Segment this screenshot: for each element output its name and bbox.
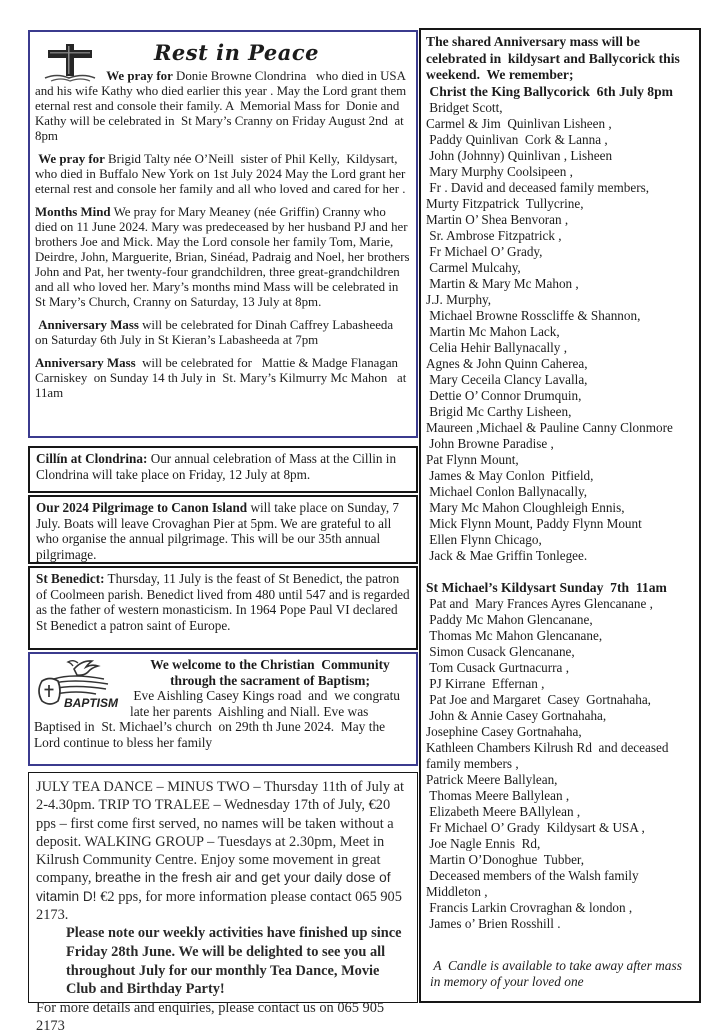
page-title: Rest in Peace bbox=[153, 40, 320, 65]
remembered-name: Kathleen Chambers Kilrush Rd and deceased family members , bbox=[426, 739, 672, 771]
remembered-name: Mick Flynn Mount, Paddy Flynn Mount bbox=[426, 515, 642, 531]
cillin-notice bbox=[28, 446, 418, 493]
obituary-paragraph bbox=[35, 152, 410, 197]
paragraph-text: Donie Browne Clondrina who died in USA and his wife Kathy who died earlier this year . May the Lord grant them eternal rest and console their family. A Memorial Mass for Donie and Kathy will be celebrated in St Mary’s Cranny on Friday August 2nd at 8pm bbox=[35, 69, 410, 143]
remembered-name: Michael Browne Rosscliffe & Shannon, bbox=[426, 307, 641, 323]
remembered-name: John (Johnny) Quinlivan , Lisheen bbox=[426, 147, 613, 163]
paragraph-lead: Months Mind bbox=[35, 205, 111, 219]
paragraph-lead: Anniversary Mass bbox=[35, 356, 136, 370]
remembered-name: Mary Mc Mahon Cloughleigh Ennis, bbox=[426, 499, 625, 515]
notice-body: will take place on Sunday, 7 July. Boats will leave Crovaghan Pier at 5pm. We are grateful to all who organise the annual pilgrimage. This will be our 35th annual pilgrimage. bbox=[36, 500, 403, 562]
remembered-name: J.J. Murphy, bbox=[426, 291, 492, 307]
remembered-name: Agnes & John Quinn Caherea, bbox=[426, 355, 588, 371]
remembered-name: Martin O’ Shea Benvoran , bbox=[426, 211, 569, 227]
remembered-name: Pat Flynn Mount, bbox=[426, 451, 519, 467]
remembered-name: Pat Joe and Margaret Casey Gortnahaha, bbox=[426, 691, 651, 707]
notice-lead: St Benedict: bbox=[36, 571, 105, 586]
remembered-name: James o’ Brien Rosshill . bbox=[426, 915, 561, 931]
remembered-name: Mary Murphy Coolsipeen , bbox=[426, 163, 573, 179]
remembered-name: Fr Michael O’ Grady, bbox=[426, 243, 543, 259]
activities-contact-text: €2 pps, for more information please contact 065 905 2173. bbox=[36, 888, 406, 924]
notice-body: Our annual celebration of Mass at the Cillin in Clondrina will take place on Friday, 12 July at 8pm. bbox=[36, 451, 400, 482]
ballycorick-mass-title: Christ the King Ballycorick 6th July 8pm bbox=[426, 83, 673, 99]
remembered-name: Ellen Flynn Chicago, bbox=[426, 531, 542, 547]
baptism-icon-label: BAPTISM bbox=[64, 696, 118, 710]
paragraph-lead: Anniversary Mass bbox=[35, 318, 139, 332]
remembered-name: Fr . David and deceased family members, bbox=[426, 179, 650, 195]
remembered-name: Jack & Mae Griffin Tonlegee. bbox=[426, 547, 588, 563]
remembered-name: Carmel & Jim Quinlivan Lisheen , bbox=[426, 115, 612, 131]
remembered-name: Murty Fitzpatrick Tullycrine, bbox=[426, 195, 584, 211]
remembered-name: Joe Nagle Ennis Rd, bbox=[426, 835, 541, 851]
notice-text bbox=[36, 500, 402, 562]
baptism-heading: through the sacrament of Baptism; bbox=[170, 672, 370, 688]
activities-footer: For more details and enquiries, please contact us on 065 905 2173 bbox=[36, 999, 388, 1035]
activities-serif-text: JULY TEA DANCE – MINUS TWO – Thursday 11th of July at 2-4.30pm. TRIP TO TRALEE – Wednesday 17th of July, €20 pps – first come first served, no names will be taken without a deposit. WALKING GROUP – Tuesdays at 2.30pm, Meet in Kilrush Community Centre. Enjoy some movement in great company, bbox=[36, 779, 408, 887]
notice-text bbox=[36, 451, 399, 482]
remembered-name: Martin O’Donoghue Tubber, bbox=[426, 851, 585, 867]
baptism-body: Eve Aishling Casey Kings road and we congratu late her parents Aishling and Niall. Eve was Baptised in St. Michael’s church on 29th th June 2024. May the Lord continue to bless her family bbox=[34, 688, 404, 750]
tea-dance-section bbox=[28, 772, 418, 1035]
remembered-name: Thomas Meere Ballylean , bbox=[426, 787, 570, 803]
paragraph-lead: We pray for bbox=[103, 69, 173, 83]
remembered-name: PJ Kirrane Effernan , bbox=[426, 675, 545, 691]
remembered-name: John Browne Paradise , bbox=[426, 435, 554, 451]
anniversary-mass-section bbox=[419, 28, 701, 1003]
remembered-name: Brigid Mc Carthy Lisheen, bbox=[426, 403, 572, 419]
remembered-name: Elizabeth Meere BAllylean , bbox=[426, 803, 581, 819]
paragraph-text: We pray for Mary Meaney (née Griffin) Cranny who died on 11 June 2024. Mary was predeceased by her husband PJ and her brothers Joe and Mick. May the Lord console her family Tom, Marie, Deirdre, John, Marguerite, Brian, Sinéad, Padraig and Noel, her brothers John and Pat, her twenty-four grandchildren, three great-grandchildren and all who loved her. Mary’s months mind Mass will be celebrated in St Mary’s Church, Cranny on Saturday, 13 July at 8pm. bbox=[35, 205, 413, 309]
ballycorick-names-list bbox=[426, 100, 695, 564]
activities-text bbox=[36, 778, 409, 924]
remembered-name: Francis Larkin Crovraghan & london , bbox=[426, 899, 633, 915]
remembered-name: Maureen ,Michael & Pauline Canny Clonmore bbox=[426, 419, 673, 435]
paragraph-lead: We pray for bbox=[35, 152, 105, 166]
notice-lead: Our 2024 Pilgrimage to Canon Island bbox=[36, 500, 248, 515]
remembered-name: Josephine Casey Gortnahaha, bbox=[426, 723, 582, 739]
cross-icon bbox=[41, 42, 99, 84]
paragraph-text: Brigid Talty née O’Neill sister of Phil Kelly, Kildysart, who died in Buffalo New York on 1st July 2024 May the Lord grant her eternal rest and console her family and all who loved and cared for her . bbox=[35, 152, 409, 196]
remembered-name: Tom Cusack Gurtnacurra , bbox=[426, 659, 569, 675]
remembered-name: James & May Conlon Pitfield, bbox=[426, 467, 594, 483]
remembered-name: Fr Michael O’ Grady Kildysart & USA , bbox=[426, 819, 645, 835]
remembered-name: Paddy Mc Mahon Glencanane, bbox=[426, 611, 593, 627]
baptism-heading: We welcome to the Christian Community bbox=[150, 657, 390, 672]
remembered-name: Simon Cusack Glencanane, bbox=[426, 643, 575, 659]
activities-notice: Please note our weekly activities have finished up since Friday 28th June. We will be delighted to see you all throughout July for our monthly Tea Dance, Movie Club and Birthday Party! bbox=[66, 925, 406, 998]
baptism-icon bbox=[34, 657, 126, 713]
st-benedict-notice bbox=[28, 566, 418, 650]
remembered-name: Thomas Mc Mahon Glencanane, bbox=[426, 627, 603, 643]
kildysart-names-list bbox=[426, 596, 695, 932]
remembered-name: Celia Hehir Ballynacally , bbox=[426, 339, 567, 355]
notice-body: Thursday, 11 July is the feast of St Benedict, the patron of Coolmeen parish. Benedict lived from 480 until 547 and is regarded as the father of western monasticism. In 1964 Pope Paul VI declared St Benedict a patron saint of Europe. bbox=[36, 571, 413, 633]
remembered-name: Deceased members of the Walsh family Middleton , bbox=[426, 867, 642, 899]
remembered-name: John & Annie Casey Gortnahaha, bbox=[426, 707, 607, 723]
notice-lead: Cillín at Clondrina: bbox=[36, 451, 148, 466]
candle-note: A Candle is available to take away after mass in memory of your loved one bbox=[430, 957, 686, 989]
remembered-name: Sr. Ambrose Fitzpatrick , bbox=[426, 227, 562, 243]
remembered-name: Patrick Meere Ballylean, bbox=[426, 771, 558, 787]
paragraph-text: will be celebrated for Dinah Caffrey Labasheeda on Saturday 6th July in St Kieran’s Labasheeda at 7pm bbox=[35, 318, 400, 347]
remembered-name: Martin & Mary Mc Mahon , bbox=[426, 275, 579, 291]
activities-sans-text: breathe in the fresh air and get your daily dose of vitamin D! bbox=[36, 870, 395, 904]
remembered-name: Martin Mc Mahon Lack, bbox=[426, 323, 560, 339]
rest-in-peace-section bbox=[28, 30, 418, 438]
remembered-name: Michael Conlon Ballynacally, bbox=[426, 483, 588, 499]
pilgrimage-notice bbox=[28, 495, 418, 564]
remembered-name: Pat and Mary Frances Ayres Glencanane , bbox=[426, 595, 653, 611]
kildysart-mass-title: St Michael’s Kildysart Sunday 7th 11am bbox=[426, 579, 667, 595]
remembered-name: Paddy Quinlivan Cork & Lanna , bbox=[426, 131, 608, 147]
remembered-name: Mary Ceceila Clancy Lavalla, bbox=[426, 371, 588, 387]
remembered-name: Dettie O’ Connor Drumquin, bbox=[426, 387, 582, 403]
remembered-name: Bridget Scott, bbox=[426, 99, 503, 115]
anniversary-header: The shared Anniversary mass will be celebrated in kildysart and Ballycorick this weekend. We remember; bbox=[426, 34, 684, 82]
notice-text bbox=[36, 571, 413, 633]
rest-in-peace-header bbox=[35, 41, 410, 65]
paragraph-text: will be celebrated for Mattie & Madge Flanagan Carniskey on Sunday 14 th July in St. Mary’s Kilmurry Mc Mahon at 11am bbox=[35, 356, 410, 400]
anniversary-mass-paragraph bbox=[35, 356, 410, 401]
anniversary-mass-paragraph bbox=[35, 318, 410, 348]
months-mind-paragraph bbox=[35, 205, 413, 310]
baptism-section bbox=[28, 652, 418, 766]
remembered-name: Carmel Mulcahy, bbox=[426, 259, 521, 275]
